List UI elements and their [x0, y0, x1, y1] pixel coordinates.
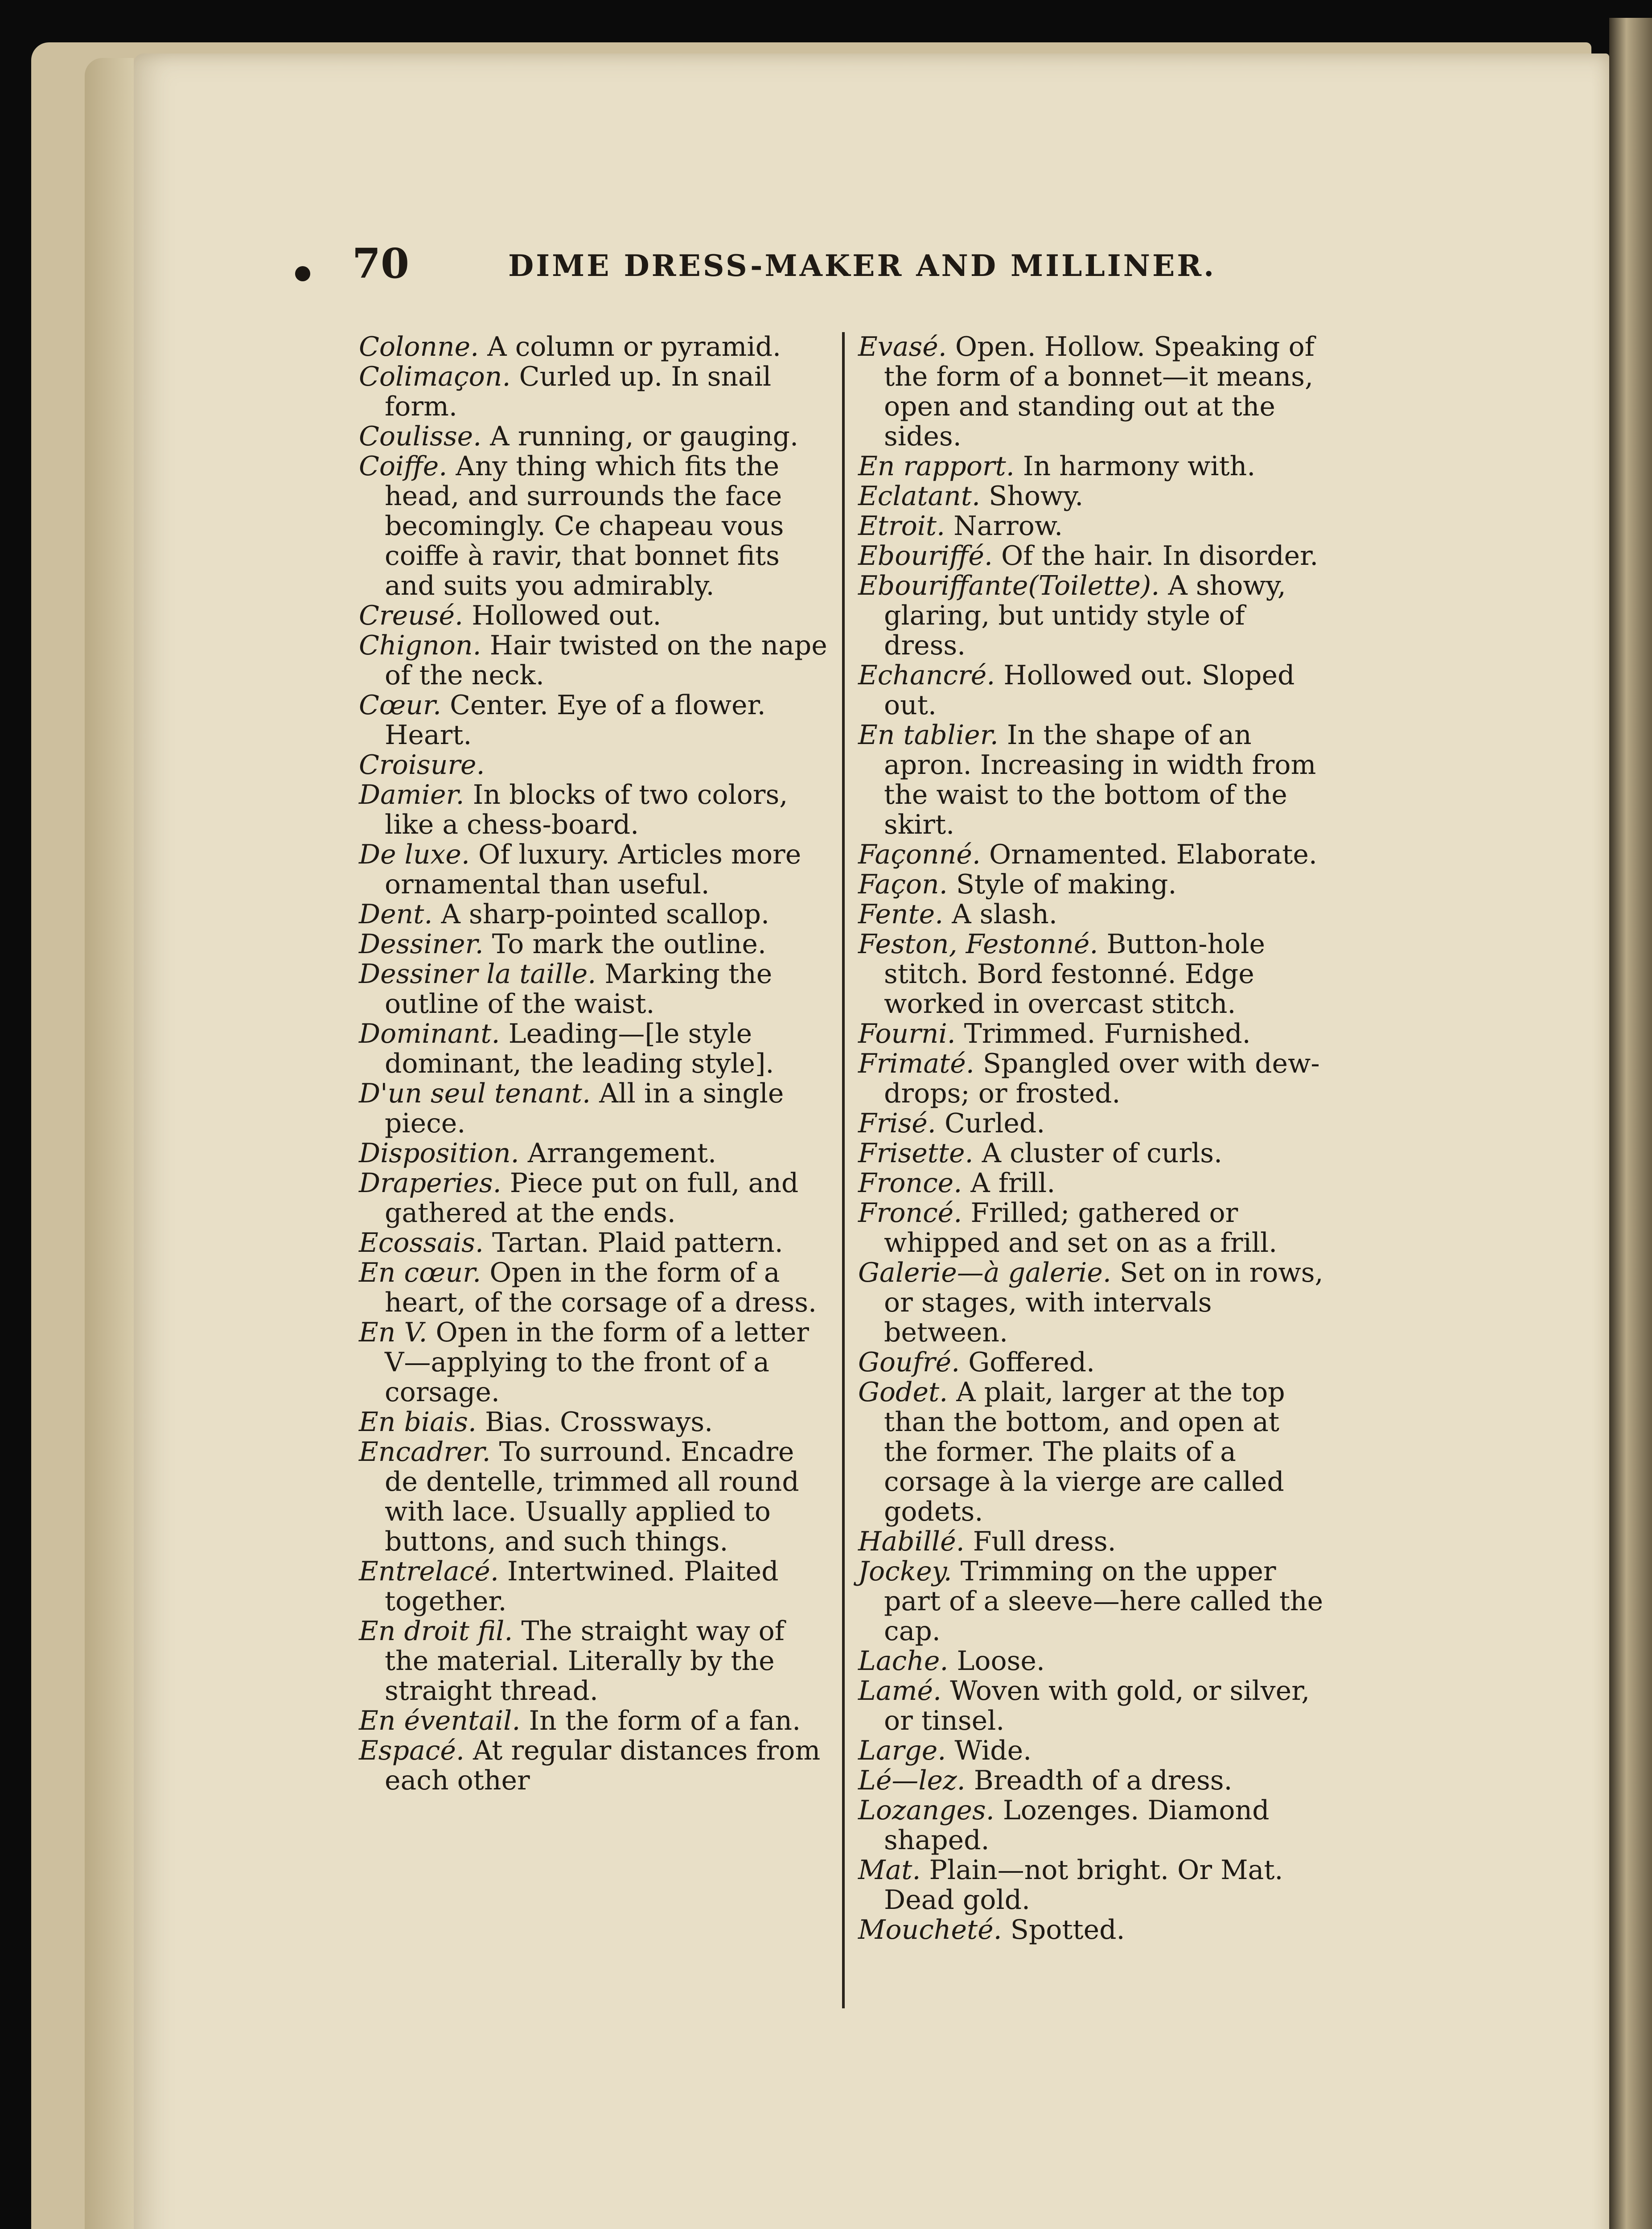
entry-term: Fente.: [858, 899, 944, 930]
entry-definition: Wide.: [946, 1735, 1032, 1766]
entry-definition: Spotted.: [1002, 1914, 1125, 1945]
glossary-entry: [858, 1019, 1331, 1049]
glossary-entry: [858, 1855, 1331, 1915]
entry-term: Chignon.: [359, 630, 481, 661]
entry-term: Espacé.: [359, 1735, 464, 1766]
glossary-entry: [359, 929, 831, 959]
entry-definition: In blocks of two colors, like a chess-board.: [385, 779, 788, 840]
entry-definition: Open in the form of a letter V—applying to the front of a corsage.: [385, 1317, 809, 1408]
entry-definition: Set on in rows, or stages, with intervals between.: [884, 1257, 1323, 1348]
entry-term: Fronce.: [858, 1168, 962, 1199]
entry-definition: Spangled over with dew-drops; or frosted.: [884, 1048, 1320, 1109]
entry-definition: Trimming on the upper part of a sleeve—here called the cap.: [884, 1556, 1323, 1647]
entry-term: En rapport.: [858, 451, 1015, 482]
glossary-entry: [359, 1139, 831, 1168]
entry-definition: Of the hair. In disorder.: [992, 540, 1319, 572]
glossary-entry: [858, 661, 1331, 720]
entry-term: Colonne.: [359, 331, 479, 362]
glossary-entry: [858, 900, 1331, 929]
entry-term: Croisure.: [359, 749, 485, 781]
entry-term: Coiffe.: [359, 451, 448, 482]
entry-term: Eclatant.: [858, 481, 981, 512]
running-head: DIME DRESS-MAKER AND MILLINER.: [508, 248, 1216, 283]
glossary-entry: [858, 1736, 1331, 1766]
glossary-entry: [858, 481, 1331, 511]
entry-term: Echancré.: [858, 660, 995, 691]
entry-term: Frimaté.: [858, 1048, 974, 1079]
glossary-entry: [359, 631, 831, 691]
entry-term: De luxe.: [359, 839, 470, 870]
entry-definition: Woven with gold, or silver, or tinsel.: [884, 1675, 1310, 1736]
page-number: 70: [352, 239, 410, 288]
entry-term: Entrelacé.: [359, 1556, 499, 1587]
entry-definition: Bias. Crossways.: [476, 1406, 713, 1438]
entry-term: Goufré.: [858, 1347, 960, 1378]
entry-definition: To mark the outline.: [483, 929, 766, 960]
entry-definition: Curled.: [936, 1108, 1045, 1139]
entry-definition: In harmony with.: [1014, 451, 1256, 482]
entry-term: Ecossais.: [359, 1227, 484, 1258]
entry-definition: Frilled; gathered or whipped and set on as a frill.: [884, 1197, 1278, 1258]
entry-definition: Hollowed out. Sloped out.: [884, 660, 1295, 721]
entry-term: Façon.: [858, 869, 948, 900]
glossary-entry: [359, 1616, 831, 1706]
glossary-entry: [359, 780, 831, 840]
entry-definition: Style of making.: [947, 869, 1177, 900]
entry-definition: A frill.: [962, 1168, 1056, 1199]
glossary-entry: [359, 1019, 831, 1079]
page-header: [285, 239, 1400, 292]
entry-term: Froncé.: [858, 1197, 962, 1229]
entry-definition: Any thing which fits the head, and surrounds the face becomingly. Ce chapeau vous coiffe à ravir, that bonnet fits and suits you admirably.: [385, 451, 784, 601]
entry-term: Lache.: [858, 1645, 949, 1677]
entry-definition: In the shape of an apron. Increasing in width from the waist to the bottom of the skirt.: [884, 720, 1316, 840]
entry-definition: Ornamented. Elaborate.: [980, 839, 1317, 870]
entry-term: Draperies.: [359, 1168, 501, 1199]
glossary-entry: [858, 1348, 1331, 1378]
entry-term: Coulisse.: [359, 421, 482, 452]
entry-definition: A cluster of curls.: [973, 1138, 1223, 1169]
entry-definition: The straight way of the material. Literally by the straight thread.: [385, 1616, 785, 1707]
glossary-entry: [359, 1557, 831, 1616]
entry-definition: Hair twisted on the nape of the neck.: [385, 630, 827, 691]
glossary-entry: [858, 1527, 1331, 1557]
entry-definition: Loose.: [948, 1645, 1045, 1677]
glossary-entry: [359, 1168, 831, 1228]
entry-definition: Leading—[le style dominant, the leading style].: [385, 1018, 774, 1079]
entry-definition: A slash.: [943, 899, 1057, 930]
entry-term: Moucheté.: [858, 1914, 1002, 1945]
glossary-entry: [858, 452, 1331, 481]
entry-definition: Arrangement.: [519, 1138, 717, 1169]
glossary-entry: [858, 541, 1331, 571]
left-column: [359, 332, 831, 1796]
entry-term: Godet.: [858, 1377, 948, 1408]
entry-term: Creusé.: [359, 600, 464, 631]
entry-term: En V.: [359, 1317, 427, 1348]
entry-term: Disposition.: [359, 1138, 519, 1169]
entry-definition: Tartan. Plaid pattern.: [483, 1227, 783, 1258]
glossary-entry: [359, 959, 831, 1019]
entry-term: Lé—lez.: [858, 1765, 966, 1796]
glossary-entry: [359, 1736, 831, 1796]
entry-definition: A plait, larger at the top than the bottom, and open at the former. The plaits of a corsage à la vierge are called godets.: [884, 1377, 1285, 1527]
entry-term: D'un seul tenant.: [359, 1078, 591, 1109]
right-column: [858, 332, 1331, 1945]
entry-definition: Trimmed. Furnished.: [955, 1018, 1251, 1049]
entry-definition: Full dress.: [964, 1526, 1116, 1557]
entry-definition: A running, or gauging.: [481, 421, 799, 452]
glossary-entry: [858, 1646, 1331, 1676]
entry-term: Encadrer.: [359, 1436, 491, 1468]
entry-term: Damier.: [359, 779, 464, 810]
glossary-entry: [858, 1258, 1331, 1348]
glossary-entry: [858, 1049, 1331, 1109]
glossary-entry: [359, 452, 831, 601]
glossary-entry: [359, 691, 831, 750]
entry-term: Habillé.: [858, 1526, 965, 1557]
entry-term: Dessiner.: [359, 929, 484, 960]
glossary-entry: [858, 1676, 1331, 1736]
glossary-entry: [858, 929, 1331, 1019]
entry-term: Ebouriffé.: [858, 540, 993, 572]
entry-term: Frisette.: [858, 1138, 974, 1169]
glossary-entry: [359, 1258, 831, 1318]
glossary-entry: [858, 1796, 1331, 1855]
entry-term: Large.: [858, 1735, 946, 1766]
glossary-entry: [858, 332, 1331, 452]
glossary-entry: [359, 601, 831, 631]
glossary-entry: [359, 1407, 831, 1437]
facing-page-edge: [1609, 18, 1652, 2229]
glossary-entry: [359, 1079, 831, 1139]
entry-definition: A showy, glaring, but untidy style of dress.: [884, 570, 1286, 661]
glossary-entry: [858, 1557, 1331, 1646]
entry-definition: Curled up. In snail form.: [385, 361, 772, 422]
column-divider: [842, 332, 845, 2008]
entry-definition: Marking the outline of the waist.: [385, 958, 773, 1020]
entry-term: Jockey.: [858, 1556, 952, 1587]
ink-dot: [295, 266, 310, 281]
entry-definition: Piece put on full, and gathered at the ends.: [385, 1168, 799, 1229]
glossary-entry: [359, 750, 831, 780]
entry-term: Dominant.: [359, 1018, 500, 1049]
entry-term: En droit fil.: [359, 1616, 513, 1647]
entry-term: En éventail.: [359, 1705, 521, 1736]
entry-term: Fourni.: [858, 1018, 956, 1049]
glossary-entry: [858, 840, 1331, 870]
page-stack-edge: [85, 58, 134, 2229]
glossary-entry: [858, 1766, 1331, 1796]
glossary-entry: [858, 511, 1331, 541]
entry-term: Evasé.: [858, 331, 947, 362]
glossary-entry: [359, 422, 831, 452]
entry-term: Ebouriffante(Toilette).: [858, 570, 1160, 601]
glossary-entry: [359, 1437, 831, 1557]
entry-definition: Center. Eye of a flower. Heart.: [385, 690, 766, 751]
entry-definition: Goffered.: [960, 1347, 1095, 1378]
entry-definition: All in a single piece.: [385, 1078, 784, 1139]
entry-term: Mat.: [858, 1855, 921, 1886]
entry-term: Façonné.: [858, 839, 981, 870]
entry-definition: Open. Hollow. Speaking of the form of a bonnet—it means, open and standing out at the sides.: [884, 331, 1315, 452]
glossary-entry: [858, 1109, 1331, 1139]
entry-definition: A sharp-pointed scallop.: [432, 899, 770, 930]
glossary-entry: [858, 1168, 1331, 1198]
glossary-entry: [858, 720, 1331, 840]
glossary-entry: [858, 1378, 1331, 1527]
glossary-entry: [858, 571, 1331, 661]
glossary-entry: [858, 1198, 1331, 1258]
glossary-entry: [359, 1706, 831, 1736]
entry-definition: At regular distances from each other: [385, 1735, 821, 1796]
glossary-entry: [858, 1139, 1331, 1168]
glossary-entry: [359, 900, 831, 929]
entry-definition: Plain—not bright. Or Mat. Dead gold.: [884, 1855, 1283, 1916]
entry-term: En tablier.: [858, 720, 999, 751]
entry-term: Lozanges.: [858, 1795, 994, 1826]
entry-definition: Of luxury. Articles more ornamental than useful.: [385, 839, 801, 900]
entry-term: Etroit.: [858, 510, 945, 542]
entry-term: En biais.: [359, 1406, 477, 1438]
entry-definition: To surround. Encadre de dentelle, trimmed all round with lace. Usually applied to buttons, and such things.: [385, 1436, 799, 1557]
glossary-entry: [359, 840, 831, 900]
entry-term: Cœur.: [359, 690, 442, 721]
entry-definition: Button-hole stitch. Bord festonné. Edge worked in overcast stitch.: [884, 929, 1265, 1020]
entry-definition: Lozenges. Diamond shaped.: [884, 1795, 1270, 1856]
glossary-entry: [858, 870, 1331, 900]
entry-term: Galerie—à galerie.: [858, 1257, 1111, 1288]
entry-definition: A column or pyramid.: [479, 331, 781, 362]
entry-definition: Hollowed out.: [463, 600, 662, 631]
glossary-entry: [359, 1228, 831, 1258]
glossary-entry: [359, 362, 831, 422]
entry-definition: In the form of a fan.: [520, 1705, 801, 1736]
entry-definition: Intertwined. Plaited together.: [385, 1556, 779, 1617]
entry-term: Frisé.: [858, 1108, 936, 1139]
entry-term: En cœur.: [359, 1257, 481, 1288]
glossary-entry: [359, 1318, 831, 1407]
entry-definition: Showy.: [980, 481, 1084, 512]
glossary-entry: [359, 332, 831, 362]
entry-term: Lamé.: [858, 1675, 942, 1707]
entry-term: Dessiner la taille.: [359, 958, 596, 990]
entry-definition: Open in the form of a heart, of the corsage of a dress.: [385, 1257, 817, 1318]
entry-definition: Breadth of a dress.: [965, 1765, 1233, 1796]
entry-definition: Narrow.: [945, 510, 1063, 542]
entry-term: Colimaçon.: [359, 361, 511, 392]
entry-term: Feston, Festonné.: [858, 929, 1098, 960]
entry-term: Dent.: [359, 899, 433, 930]
glossary-entry: [858, 1915, 1331, 1945]
